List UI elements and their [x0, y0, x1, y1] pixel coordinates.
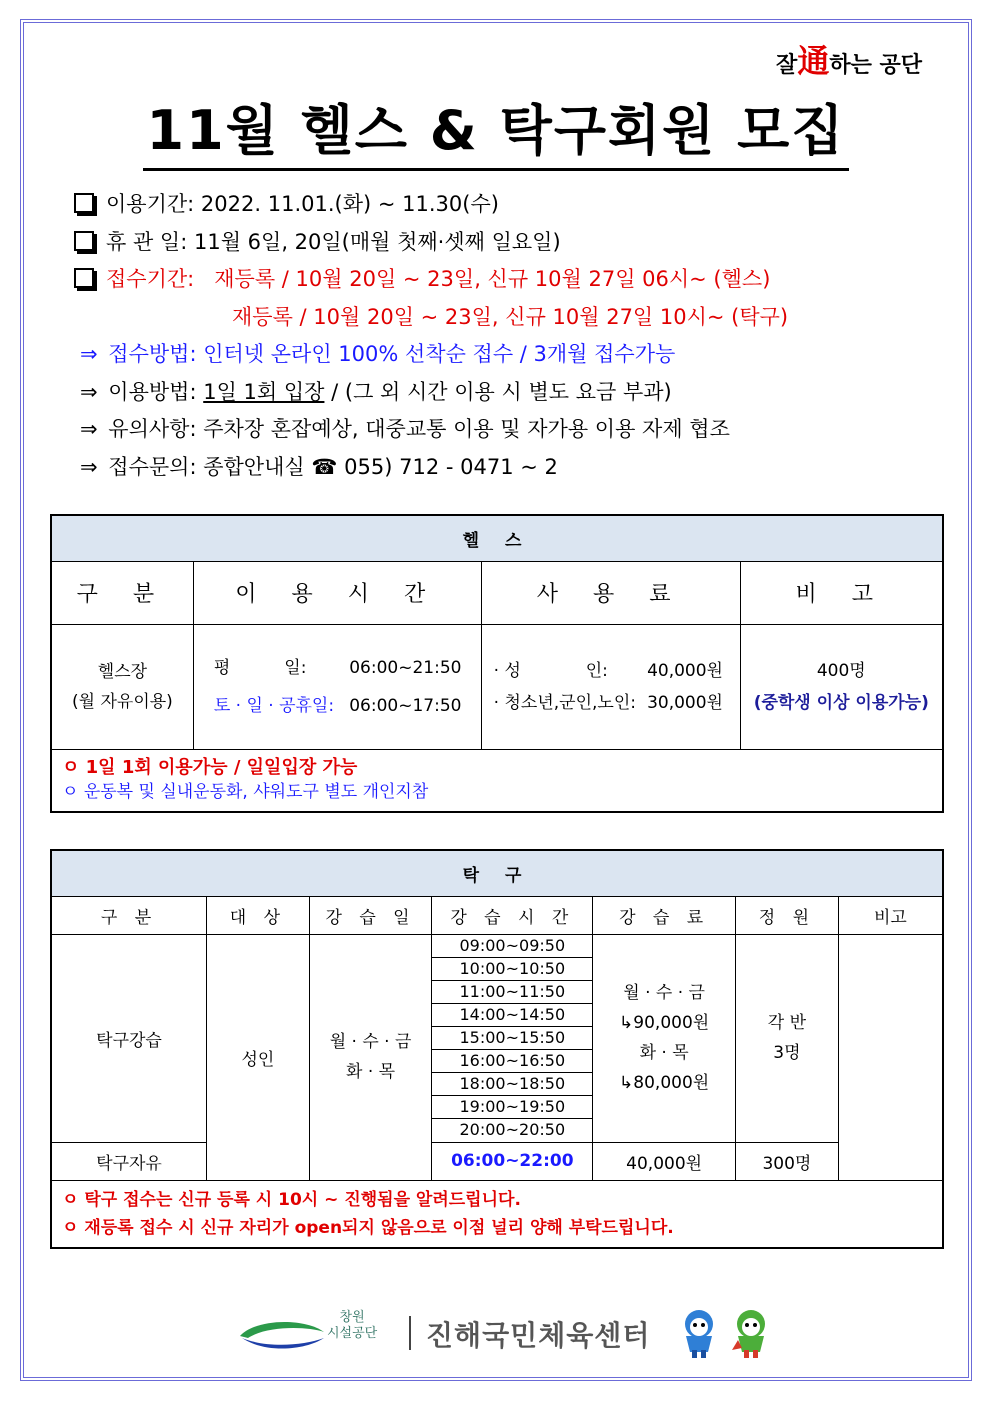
- checkbox-icon: [74, 268, 94, 288]
- health-col-time: 이 용 시 간: [193, 561, 481, 624]
- footer-divider: [409, 1316, 411, 1350]
- checkbox-icon: [74, 193, 94, 213]
- tt-free-fee: 40,000원: [593, 1142, 736, 1180]
- info-caution: ⇒ 유의사항: 주차장 혼잡예상, 대중교통 이용 및 자가용 이용 자제 협조: [80, 417, 730, 441]
- tt-slot: 09:00~09:50: [432, 935, 592, 958]
- tt-slot: 18:00~18:50: [432, 1073, 592, 1096]
- tt-days: 월 · 수 · 금 화 · 목: [309, 934, 432, 1180]
- tt-col-target: 대 상: [207, 896, 310, 934]
- tt-slot: 16:00~16:50: [432, 1050, 592, 1073]
- org-name: 창원 시설공단: [327, 1310, 378, 1341]
- health-note: 400명 (중학생 이상 이용가능): [740, 624, 943, 749]
- info-reception-line2: 재등록 / 10월 20일 ~ 23일, 신규 10월 27일 10시~ (탁구): [232, 304, 789, 329]
- health-fee: · 성 인: 40,000원 · 청소년,군인,노인: 30,000원: [481, 624, 740, 749]
- checkbox-icon: [74, 231, 94, 251]
- tt-free-name: 탁구자유: [51, 1142, 207, 1180]
- tt-note: [838, 934, 943, 1180]
- tt-col-time: 강 습 시 간: [432, 896, 593, 934]
- tt-capacity: 각 반 3명: [736, 934, 839, 1142]
- center-name: 진해국민체육센터: [426, 1319, 651, 1352]
- arrow-icon: ⇒: [80, 417, 98, 441]
- tt-col-days: 강 습 일: [309, 896, 432, 934]
- health-time: 평 일: 06:00~21:50 토 · 일 · 공휴일: 06:00~17:50: [193, 624, 481, 749]
- info-inquiry: ⇒ 접수문의: 종합안내실 ☎ 055) 712 - 0471 ~ 2: [80, 454, 558, 479]
- health-title: 헬 스: [51, 515, 943, 561]
- info-period: 이용기간: 2022. 11.01.(화) ~ 11.30(수): [70, 186, 950, 224]
- mascot-icon: [672, 1306, 782, 1362]
- health-notes: ㅇ 1일 1회 이용가능 / 일일입장 가능 ㅇ 운동복 및 실내운동화, 샤워도구 별도 개인지참: [51, 749, 943, 812]
- footer: [232, 1306, 792, 1362]
- info-closed: 휴 관 일: 11월 6일, 20일(매월 첫째·셋째 일요일): [70, 224, 950, 262]
- tabletennis-title: 탁 구: [51, 850, 943, 896]
- arrow-icon: ⇒: [80, 454, 98, 479]
- tt-slot: 20:00~20:50: [459, 1119, 566, 1139]
- tt-slot: 10:00~10:50: [432, 958, 592, 981]
- logo-icon: [236, 1314, 328, 1354]
- tt-slot: 19:00~19:50: [432, 1096, 592, 1119]
- health-category: 헬스장 (월 자유이용): [51, 624, 193, 749]
- tt-slots: [432, 934, 593, 1142]
- arrow-icon: ⇒: [80, 379, 98, 404]
- info-usage: ⇒ 이용방법: 1일 1회 입장 / (그 외 시간 이용 시 별도 요금 부과): [80, 379, 672, 404]
- tt-slot: 11:00~11:50: [432, 981, 592, 1004]
- page-title: 11월 헬스 & 탁구회원 모집: [0, 88, 992, 165]
- tt-slot: 15:00~15:50: [432, 1027, 592, 1050]
- tt-free-time: 06:00~22:00: [432, 1142, 593, 1180]
- tt-target: 성인: [207, 934, 310, 1180]
- arrow-icon: ⇒: [80, 342, 98, 366]
- tt-free-capacity: 300명: [736, 1142, 839, 1180]
- tabletennis-table: [50, 849, 944, 1249]
- info-method: ⇒ 접수방법: 인터넷 온라인 100% 선착순 접수 / 3개월 접수가능: [80, 342, 676, 366]
- tt-col-category: 구 분: [51, 896, 207, 934]
- health-col-note: 비 고: [740, 561, 943, 624]
- tt-slot: 14:00~14:50: [432, 1004, 592, 1027]
- tt-lesson-name: 탁구강습: [51, 934, 207, 1142]
- info-section: [70, 186, 950, 486]
- info-reception: 접수기간: 재등록 / 10월 20일 ~ 23일, 신규 10월 27일 06시~ (헬스): [70, 261, 950, 299]
- tt-notes: ㅇ 탁구 접수는 신규 등록 시 10시 ~ 진행됨을 알려드립니다. ㅇ 재등록 접수 시 신규 자리가 open되지 않음으로 이점 널리 양해 부탁드립니다.: [51, 1180, 943, 1248]
- tt-col-capacity: 정 원: [736, 896, 839, 934]
- tt-fees: 월 · 수 · 금 ↳90,000원 화 · 목 ↳80,000원: [593, 934, 736, 1142]
- health-table: [50, 514, 944, 813]
- tt-col-fee: 강 습 료: [593, 896, 736, 934]
- slogan: 잘通하는 공단: [776, 42, 922, 80]
- health-col-category: 구 분: [51, 561, 193, 624]
- health-col-fee: 사 용 료: [481, 561, 740, 624]
- tt-col-note: 비고: [838, 896, 943, 934]
